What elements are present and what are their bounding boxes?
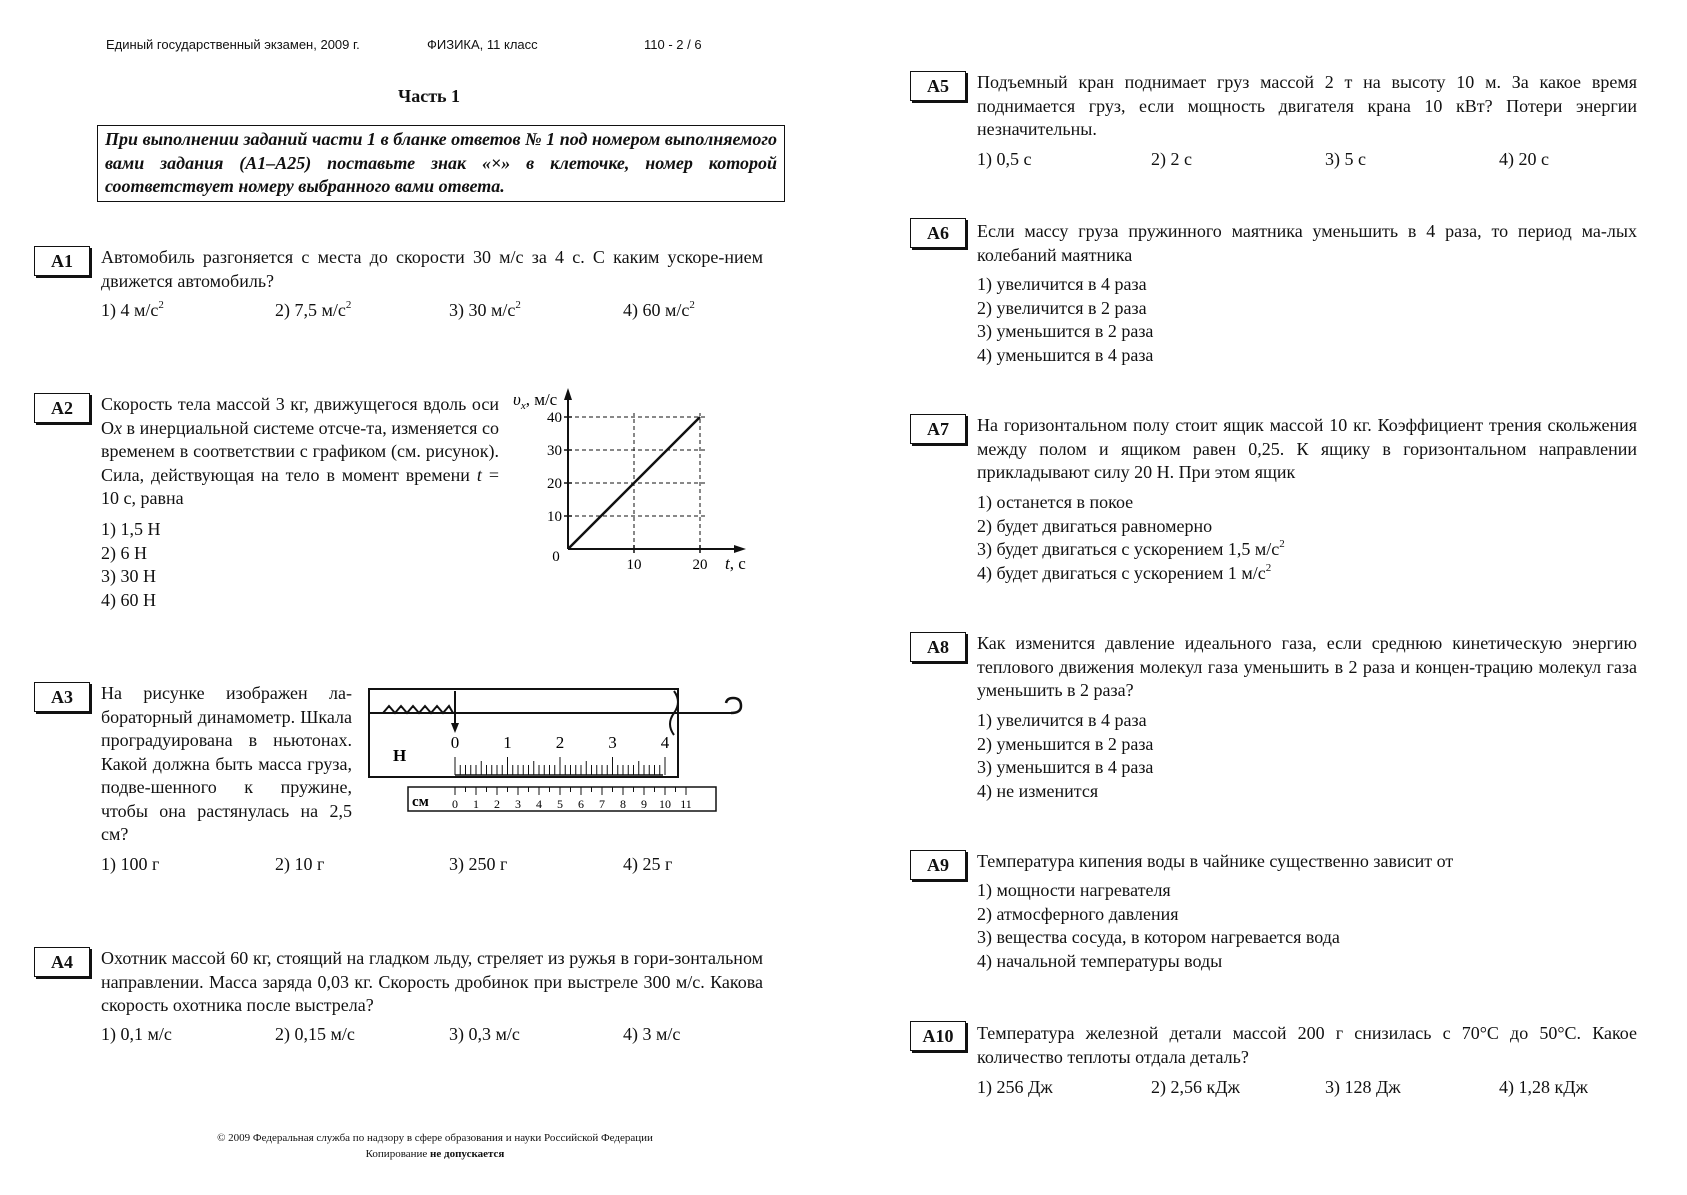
dynamometer-body [369, 689, 678, 777]
x-tick-label: 20 [692, 557, 708, 573]
question-a4-text: Охотник массой 60 кг, стоящий на гладком льду, стреляет из ружья в гори-зонтальном направлении. Масса заряда 0,03 кг. Скорость дробинок при выстреле 300 м/с. Какова скорость охотника после выстрела? [101, 948, 763, 1015]
cm-scale-label: 1 [473, 797, 479, 811]
question-a9-options [977, 879, 1340, 973]
cm-unit-label: см [412, 794, 429, 810]
option: 3) будет двигаться с ускорением 1,5 $м/с^2$ [977, 538, 1285, 559]
header-code: 110 - 2 / 6 [644, 37, 702, 52]
badge-a3: А3 [34, 682, 90, 712]
cm-scale-label: 5 [557, 797, 563, 811]
x-axis-label: t, с [725, 554, 746, 573]
n-scale-label: 4 [660, 733, 670, 752]
option: 1) останется в покое [977, 492, 1134, 512]
option: 2) увеличится в 2 раза [977, 297, 1147, 318]
part-title: Часть 1 [398, 86, 461, 106]
cm-scale-label: 9 [641, 797, 647, 811]
option: 3) 5 с [1325, 149, 1366, 169]
option: 3) 30 Н [101, 566, 156, 586]
option: 4) 60 Н [101, 589, 156, 610]
option: 3) 250 г [449, 854, 508, 874]
question-a7-options [977, 491, 1285, 585]
badge-a9: А9 [910, 850, 966, 880]
dynamometer-figure [365, 683, 750, 815]
question-a5-text: Подъемный кран поднимает груз массой 2 т на высоту 10 м. За какое время поднимается груз, если мощность двигателя крана 10 кВт? Потери энергии незначительны. [977, 72, 1637, 139]
option: 2) 0,15 м/с [275, 1024, 355, 1044]
badge-a2: А2 [34, 393, 90, 423]
option: 4) не изменится [977, 780, 1099, 801]
cm-scale-label: 0 [452, 797, 458, 811]
badge-a5: А5 [910, 71, 966, 101]
badge-a8: А8 [910, 632, 966, 662]
question-a9-text: Температура кипения воды в чайнике существенно зависит от [977, 851, 1454, 871]
question-a2-options [101, 518, 161, 612]
badge-a4: А4 [34, 947, 90, 977]
cm-scale-label: 11 [680, 797, 692, 811]
option: 2) уменьшится в 2 раза [977, 733, 1154, 754]
option: 2) атмосферного давления [977, 903, 1179, 924]
header-subject: ФИЗИКА, 11 класс [427, 37, 538, 52]
option: 1) 0,5 с [977, 149, 1032, 169]
option: 4) будет двигаться с ускорением 1 $м/с^2$ [977, 561, 1272, 583]
option: 1) увеличится в 4 раза [977, 274, 1147, 294]
question-a3-text: На рисунке изображен ла-бораторный динамометр. Шкала проградуирована в ньютонах. Какой должна быть масса груза, подве-шенного к пружине, чтобы она растянулась на 2,5 см? [101, 683, 352, 844]
option: 4) уменьшится в 4 раза [977, 344, 1154, 365]
option: 1) 1,5 Н [101, 519, 161, 539]
option: 4) 25 г [623, 854, 673, 874]
velocity-time-chart [505, 385, 750, 580]
badge-a1: А1 [34, 246, 90, 276]
question-a6-text: Если массу груза пружинного маятника уменьшить в 4 раза, то период ма-лых колебаний маятника [977, 221, 1637, 265]
option: 1) увеличится в 4 раза [977, 710, 1147, 730]
x-axis-arrow [734, 545, 746, 553]
spring-icon [383, 706, 453, 713]
option: 1) 256 Дж [977, 1077, 1053, 1097]
cm-scale-label: 7 [599, 797, 605, 811]
option: 1) 4 $м/с^2$ [101, 299, 164, 320]
y-axis-arrow [564, 388, 572, 400]
x-tick-label: 0 [552, 549, 560, 565]
cm-scale-label: 3 [515, 797, 521, 811]
option: 3) уменьшится в 4 раза [977, 757, 1154, 777]
option: 3) 128 Дж [1325, 1077, 1401, 1097]
cm-scale-label: 8 [620, 797, 626, 811]
option: 2) 2,56 кДж [1151, 1077, 1240, 1097]
option: 1) 0,1 м/с [101, 1024, 172, 1044]
pointer-icon [451, 723, 459, 733]
cm-scale-label: 10 [659, 797, 671, 811]
question-a2-text: Скорость тела массой 3 кг, движущегося вдоль оси Ox в инерциальной системе отсче-та, изменяется со временем в соответствии с графиком (см. рисунок). Сила, действующая на тело в момент времени t = 10 с, равна [101, 394, 499, 508]
option: 3) 30 $м/с^2$ [449, 299, 521, 320]
instruction-box: При выполнении заданий части 1 в бланке ответов № 1 под номером выполняемого вами задания (А1–А25) поставьте знак «×» в клеточке, номер которой соответствует номеру выбранного вами ответа. [97, 125, 785, 202]
x-tick-label: 10 [626, 557, 642, 573]
cm-scale-label: 4 [536, 797, 542, 811]
cm-scale [452, 787, 692, 811]
cm-scale-label: 2 [494, 797, 500, 811]
option: 2) 7,5 $м/с^2$ [275, 299, 352, 320]
option: 2) 6 Н [101, 542, 147, 563]
option: 1) 100 г [101, 854, 160, 874]
badge-a7: А7 [910, 414, 966, 444]
option: 3) 0,3 м/с [449, 1024, 520, 1044]
cm-scale-label: 6 [578, 797, 584, 811]
option: 3) уменьшится в 2 раза [977, 321, 1154, 341]
footer-copyright: © 2009 Федеральная служба по надзору в сфере образования и науки Российской Федерации [217, 1132, 653, 1144]
footer-copying: Копирование не допускается [365, 1148, 505, 1160]
question-a6-options [977, 273, 1153, 367]
option: 4) начальной температуры воды [977, 950, 1223, 971]
n-scale-label: 2 [555, 733, 565, 752]
option: 2) 10 г [275, 854, 325, 874]
question-a10-text: Температура железной детали массой 200 г снизилась с 70°C до 50°C. Какое количество теплоты отдала деталь? [977, 1023, 1637, 1067]
n-scale-label: 1 [503, 733, 512, 752]
question-a8-options [977, 709, 1153, 803]
question-a1-text: Автомобиль разгоняется с места до скорости 30 м/с за 4 с. С каким ускоре-нием движется автомобиль? [101, 247, 763, 291]
badge-a10: А10 [910, 1021, 966, 1051]
y-tick-label: 10 [547, 509, 562, 525]
question-a8-text: Как изменится давление идеального газа, если среднюю кинетическую энергию теплового движения молекул газа уменьшить в 2 раза и концен-трацию молекул газа уменьшить в 2 раза? [977, 633, 1637, 700]
option: 3) вещества сосуда, в котором нагревается вода [977, 927, 1340, 947]
badge-a6: А6 [910, 218, 966, 248]
option: 2) будет двигаться равномерно [977, 515, 1213, 536]
option: 2) 2 с [1151, 149, 1192, 169]
y-tick-label: 20 [547, 476, 562, 492]
option: 4) 3 м/с [623, 1024, 681, 1044]
y-tick-label: 40 [547, 410, 562, 426]
n-scale-label: 0 [450, 733, 460, 752]
y-axis-label: $\upsilon_x$, м/с [513, 390, 558, 412]
newton-unit-label: Н [393, 746, 407, 765]
option: 4) 60 $м/с^2$ [623, 299, 695, 320]
header-exam: Единый государственный экзамен, 2009 г. [106, 37, 360, 52]
y-tick-label: 30 [547, 443, 562, 459]
n-scale [451, 733, 670, 775]
option: 1) мощности нагревателя [977, 880, 1171, 900]
n-scale-label: 3 [608, 733, 617, 752]
option: 4) 20 с [1499, 149, 1549, 169]
question-a7-text: На горизонтальном полу стоит ящик массой 10 кг. Коэффициент трения скольжения между полом и ящиком равен 0,25. К ящику в горизонтальном направлении прикладывают силу 20 Н. При этом ящик [977, 415, 1637, 482]
hook-icon [726, 698, 741, 713]
option: 4) 1,28 кДж [1499, 1077, 1588, 1097]
